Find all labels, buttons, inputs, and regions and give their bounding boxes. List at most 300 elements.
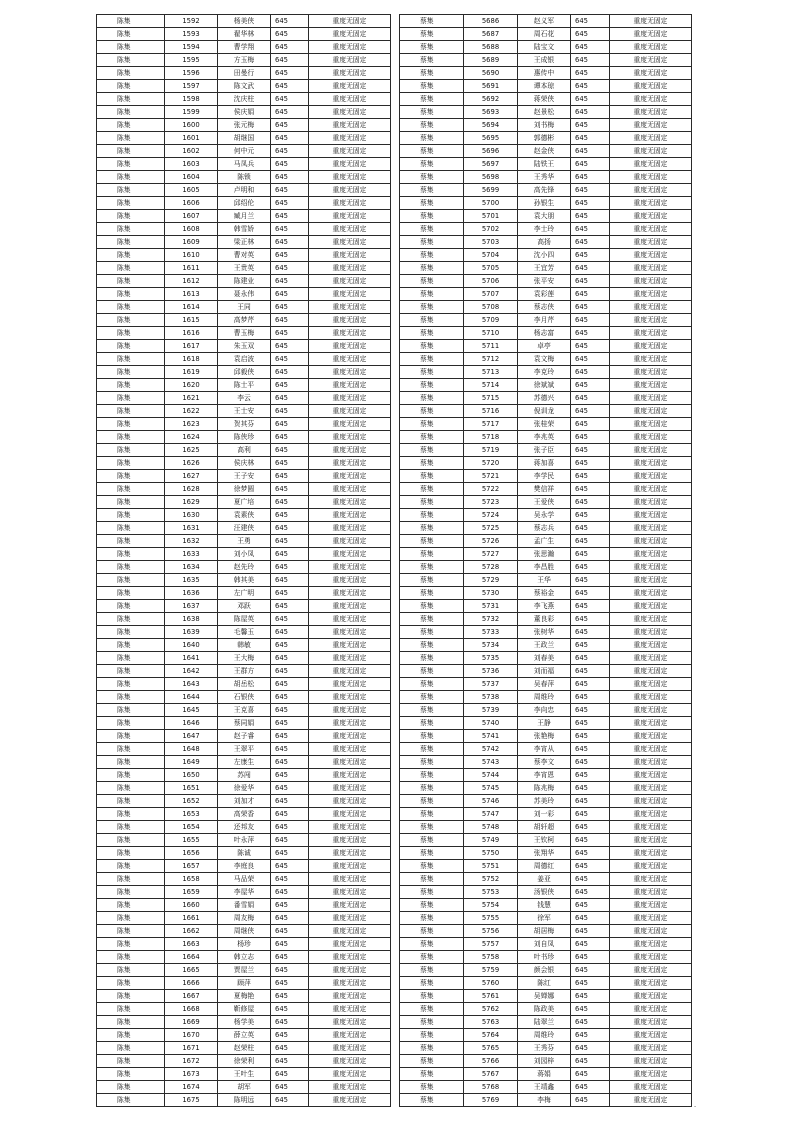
cell-name: 邱毅侠 <box>218 366 271 379</box>
cell-name: 袁启波 <box>218 353 271 366</box>
cell-amount: 645 <box>271 925 309 938</box>
cell-status: 重度无固定 <box>610 418 692 431</box>
cell-amount: 645 <box>571 639 610 652</box>
cell-name: 王爱侠 <box>518 496 571 509</box>
cell-id: 1592 <box>165 15 218 28</box>
cell-status: 重度无固定 <box>309 1042 391 1055</box>
cell-amount: 645 <box>271 249 309 262</box>
cell-id: 1601 <box>165 132 218 145</box>
cell-amount: 645 <box>271 54 309 67</box>
cell-id: 5694 <box>464 119 518 132</box>
cell-status: 重度无固定 <box>309 1016 391 1029</box>
cell-amount: 645 <box>571 756 610 769</box>
cell-id: 1643 <box>165 678 218 691</box>
cell-status: 重度无固定 <box>610 119 692 132</box>
cell-id: 5751 <box>464 860 518 873</box>
cell-id: 1619 <box>165 366 218 379</box>
table-row <box>400 171 692 184</box>
cell-status: 重度无固定 <box>610 548 692 561</box>
cell-id: 5741 <box>464 730 518 743</box>
cell-name: 徐爱华 <box>218 782 271 795</box>
cell-amount: 645 <box>571 15 610 28</box>
cell-amount: 645 <box>571 678 610 691</box>
cell-id: 5736 <box>464 665 518 678</box>
cell-id: 5753 <box>464 886 518 899</box>
cell-name: 何中元 <box>218 145 271 158</box>
cell-amount: 645 <box>271 873 309 886</box>
cell-amount: 645 <box>571 457 610 470</box>
cell-status: 重度无固定 <box>309 860 391 873</box>
cell-status: 重度无固定 <box>610 821 692 834</box>
cell-id: 1634 <box>165 561 218 574</box>
cell-town: 陈集 <box>97 665 165 678</box>
cell-id: 5754 <box>464 899 518 912</box>
table-row <box>97 834 391 847</box>
cell-id: 1645 <box>165 704 218 717</box>
cell-status: 重度无固定 <box>309 769 391 782</box>
cell-amount: 645 <box>271 93 309 106</box>
cell-amount: 645 <box>571 899 610 912</box>
cell-name: 叶永萍 <box>218 834 271 847</box>
cell-amount: 645 <box>571 80 610 93</box>
cell-town: 蔡集 <box>400 431 464 444</box>
table-row <box>400 730 692 743</box>
cell-id: 5744 <box>464 769 518 782</box>
cell-amount: 645 <box>271 1094 309 1107</box>
table-row <box>97 587 391 600</box>
cell-status: 重度无固定 <box>610 756 692 769</box>
cell-town: 陈集 <box>97 847 165 860</box>
table-row <box>400 340 692 353</box>
cell-status: 重度无固定 <box>610 964 692 977</box>
cell-town: 蔡集 <box>400 1029 464 1042</box>
cell-town: 蔡集 <box>400 210 464 223</box>
cell-id: 1670 <box>165 1029 218 1042</box>
cell-status: 重度无固定 <box>610 899 692 912</box>
cell-status: 重度无固定 <box>309 379 391 392</box>
cell-town: 陈集 <box>97 756 165 769</box>
cell-name: 王群方 <box>218 665 271 678</box>
table-row <box>97 392 391 405</box>
cell-status: 重度无固定 <box>610 808 692 821</box>
cell-name: 李庭良 <box>218 860 271 873</box>
cell-id: 5729 <box>464 574 518 587</box>
cell-status: 重度无固定 <box>610 483 692 496</box>
cell-name: 周维玲 <box>518 1029 571 1042</box>
cell-status: 重度无固定 <box>309 327 391 340</box>
cell-status: 重度无固定 <box>309 1055 391 1068</box>
cell-amount: 645 <box>571 1042 610 1055</box>
cell-town: 蔡集 <box>400 626 464 639</box>
cell-name: 张元梅 <box>218 119 271 132</box>
cell-status: 重度无固定 <box>309 652 391 665</box>
table-row <box>97 509 391 522</box>
cell-name: 袁素侠 <box>218 509 271 522</box>
cell-name: 李月芹 <box>518 314 571 327</box>
cell-town: 陈集 <box>97 522 165 535</box>
cell-id: 1598 <box>165 93 218 106</box>
cell-town: 陈集 <box>97 67 165 80</box>
cell-status: 重度无固定 <box>610 834 692 847</box>
cell-id: 1626 <box>165 457 218 470</box>
cell-id: 5752 <box>464 873 518 886</box>
cell-town: 陈集 <box>97 353 165 366</box>
cell-id: 5692 <box>464 93 518 106</box>
cell-name: 袁大朋 <box>518 210 571 223</box>
table-row <box>400 548 692 561</box>
cell-id: 5700 <box>464 197 518 210</box>
cell-amount: 645 <box>571 730 610 743</box>
cell-id: 1599 <box>165 106 218 119</box>
cell-name: 陈士平 <box>218 379 271 392</box>
table-row <box>97 171 391 184</box>
cell-id: 5739 <box>464 704 518 717</box>
cell-id: 1613 <box>165 288 218 301</box>
cell-status: 重度无固定 <box>309 80 391 93</box>
table-row <box>97 145 391 158</box>
cell-amount: 645 <box>571 145 610 158</box>
cell-town: 蔡集 <box>400 379 464 392</box>
cell-town: 陈集 <box>97 1029 165 1042</box>
cell-town: 陈集 <box>97 184 165 197</box>
table-row <box>400 743 692 756</box>
cell-id: 1674 <box>165 1081 218 1094</box>
table-row <box>97 483 391 496</box>
cell-name: 刘春美 <box>518 652 571 665</box>
cell-amount: 645 <box>571 873 610 886</box>
table-row <box>400 405 692 418</box>
cell-id: 5687 <box>464 28 518 41</box>
table-row <box>97 691 391 704</box>
cell-name: 王子安 <box>218 470 271 483</box>
table-row <box>97 626 391 639</box>
cell-name: 王华 <box>518 574 571 587</box>
cell-id: 5723 <box>464 496 518 509</box>
cell-name: 孙银生 <box>518 197 571 210</box>
table-row <box>400 717 692 730</box>
cell-town: 陈集 <box>97 639 165 652</box>
table-row <box>97 925 391 938</box>
cell-amount: 645 <box>571 184 610 197</box>
table-row <box>97 1094 391 1107</box>
cell-id: 5703 <box>464 236 518 249</box>
table-row <box>400 795 692 808</box>
cell-status: 重度无固定 <box>309 561 391 574</box>
cell-status: 重度无固定 <box>610 54 692 67</box>
cell-status: 重度无固定 <box>610 860 692 873</box>
cell-amount: 645 <box>271 886 309 899</box>
cell-town: 蔡集 <box>400 145 464 158</box>
cell-status: 重度无固定 <box>309 509 391 522</box>
cell-status: 重度无固定 <box>309 392 391 405</box>
cell-id: 1669 <box>165 1016 218 1029</box>
cell-name: 马品荣 <box>218 873 271 886</box>
cell-amount: 645 <box>271 392 309 405</box>
cell-name: 王成银 <box>518 54 571 67</box>
table-row <box>400 145 692 158</box>
cell-id: 5708 <box>464 301 518 314</box>
cell-name: 番雪娟 <box>218 899 271 912</box>
cell-town: 陈集 <box>97 977 165 990</box>
cell-name: 聂永伟 <box>218 288 271 301</box>
cell-name: 苏德兴 <box>518 392 571 405</box>
table-row <box>97 431 391 444</box>
cell-id: 1657 <box>165 860 218 873</box>
cell-town: 蔡集 <box>400 132 464 145</box>
table-row <box>97 860 391 873</box>
cell-amount: 645 <box>571 327 610 340</box>
table-row <box>97 574 391 587</box>
table-row <box>400 912 692 925</box>
cell-amount: 645 <box>271 535 309 548</box>
cell-status: 重度无固定 <box>610 561 692 574</box>
cell-town: 蔡集 <box>400 704 464 717</box>
cell-amount: 645 <box>271 145 309 158</box>
cell-amount: 645 <box>271 158 309 171</box>
cell-amount: 645 <box>271 496 309 509</box>
cell-town: 蔡集 <box>400 236 464 249</box>
cell-status: 重度无固定 <box>610 691 692 704</box>
table-row <box>97 210 391 223</box>
cell-id: 1633 <box>165 548 218 561</box>
cell-status: 重度无固定 <box>610 379 692 392</box>
cell-town: 陈集 <box>97 717 165 730</box>
table-row <box>400 15 692 28</box>
cell-status: 重度无固定 <box>309 808 391 821</box>
cell-status: 重度无固定 <box>309 613 391 626</box>
cell-amount: 645 <box>271 1055 309 1068</box>
table-row <box>400 821 692 834</box>
table-row <box>400 990 692 1003</box>
cell-id: 5693 <box>464 106 518 119</box>
cell-town: 蔡集 <box>400 262 464 275</box>
cell-id: 1595 <box>165 54 218 67</box>
cell-id: 5732 <box>464 613 518 626</box>
cell-status: 重度无固定 <box>610 80 692 93</box>
cell-id: 1629 <box>165 496 218 509</box>
cell-status: 重度无固定 <box>309 444 391 457</box>
cell-amount: 645 <box>571 600 610 613</box>
cell-id: 5717 <box>464 418 518 431</box>
cell-amount: 645 <box>571 886 610 899</box>
cell-status: 重度无固定 <box>309 288 391 301</box>
cell-name: 王贵英 <box>218 262 271 275</box>
cell-id: 1607 <box>165 210 218 223</box>
table-row <box>400 522 692 535</box>
cell-status: 重度无固定 <box>309 236 391 249</box>
cell-amount: 645 <box>571 262 610 275</box>
cell-town: 陈集 <box>97 821 165 834</box>
cell-amount: 645 <box>571 314 610 327</box>
cell-town: 蔡集 <box>400 899 464 912</box>
cell-town: 陈集 <box>97 275 165 288</box>
cell-amount: 645 <box>271 28 309 41</box>
cell-amount: 645 <box>571 353 610 366</box>
cell-amount: 645 <box>571 171 610 184</box>
table-row <box>400 886 692 899</box>
cell-status: 重度无固定 <box>309 275 391 288</box>
cell-id: 1649 <box>165 756 218 769</box>
cell-id: 5764 <box>464 1029 518 1042</box>
cell-id: 1650 <box>165 769 218 782</box>
cell-status: 重度无固定 <box>309 665 391 678</box>
cell-town: 蔡集 <box>400 860 464 873</box>
cell-amount: 645 <box>271 1003 309 1016</box>
cell-name: 王克喜 <box>218 704 271 717</box>
cell-id: 5718 <box>464 431 518 444</box>
table-row <box>97 15 391 28</box>
cell-name: 沈小四 <box>518 249 571 262</box>
cell-name: 蔡李文 <box>518 756 571 769</box>
cell-town: 蔡集 <box>400 470 464 483</box>
cell-id: 1617 <box>165 340 218 353</box>
cell-status: 重度无固定 <box>309 483 391 496</box>
table-row <box>400 977 692 990</box>
cell-status: 重度无固定 <box>309 41 391 54</box>
cell-amount: 645 <box>271 288 309 301</box>
table-row <box>400 834 692 847</box>
table-row <box>400 535 692 548</box>
cell-id: 1630 <box>165 509 218 522</box>
cell-id: 1658 <box>165 873 218 886</box>
cell-status: 重度无固定 <box>610 210 692 223</box>
cell-town: 蔡集 <box>400 808 464 821</box>
cell-amount: 645 <box>271 574 309 587</box>
cell-id: 5702 <box>464 223 518 236</box>
table-row <box>400 756 692 769</box>
cell-town: 陈集 <box>97 626 165 639</box>
cell-amount: 645 <box>271 67 309 80</box>
cell-name: 李克玲 <box>518 366 571 379</box>
cell-id: 5709 <box>464 314 518 327</box>
cell-name: 曹学翔 <box>218 41 271 54</box>
cell-name: 高梦芹 <box>218 314 271 327</box>
cell-id: 5743 <box>464 756 518 769</box>
table-row <box>400 1029 692 1042</box>
cell-name: 贾屋兰 <box>218 964 271 977</box>
cell-amount: 645 <box>571 67 610 80</box>
cell-id: 1603 <box>165 158 218 171</box>
cell-name: 惠传中 <box>518 67 571 80</box>
cell-amount: 645 <box>571 1094 610 1107</box>
cell-status: 重度无固定 <box>610 431 692 444</box>
cell-town: 蔡集 <box>400 392 464 405</box>
table-row <box>400 483 692 496</box>
cell-status: 重度无固定 <box>610 145 692 158</box>
table-row <box>97 652 391 665</box>
cell-status: 重度无固定 <box>610 41 692 54</box>
roster-table-left <box>96 14 391 1107</box>
cell-name: 王秀芬 <box>518 1042 571 1055</box>
table-row <box>97 158 391 171</box>
cell-town: 陈集 <box>97 119 165 132</box>
cell-town: 蔡集 <box>400 873 464 886</box>
cell-town: 陈集 <box>97 691 165 704</box>
cell-status: 重度无固定 <box>309 899 391 912</box>
table-row <box>400 223 692 236</box>
cell-town: 陈集 <box>97 54 165 67</box>
cell-status: 重度无固定 <box>309 262 391 275</box>
table-row <box>400 704 692 717</box>
cell-id: 1594 <box>165 41 218 54</box>
cell-id: 5686 <box>464 15 518 28</box>
cell-id: 5745 <box>464 782 518 795</box>
cell-name: 还邦友 <box>218 821 271 834</box>
cell-town: 蔡集 <box>400 1081 464 1094</box>
cell-amount: 645 <box>271 522 309 535</box>
cell-name: 侯庆林 <box>218 457 271 470</box>
cell-town: 蔡集 <box>400 886 464 899</box>
table-row <box>400 574 692 587</box>
cell-id: 1659 <box>165 886 218 899</box>
cell-amount: 645 <box>271 1042 309 1055</box>
cell-amount: 645 <box>271 990 309 1003</box>
cell-amount: 645 <box>271 977 309 990</box>
cell-id: 5769 <box>464 1094 518 1107</box>
cell-amount: 645 <box>571 977 610 990</box>
table-row <box>97 808 391 821</box>
cell-id: 5695 <box>464 132 518 145</box>
cell-status: 重度无固定 <box>610 925 692 938</box>
cell-name: 周德红 <box>518 860 571 873</box>
table-row <box>97 80 391 93</box>
cell-amount: 645 <box>571 1003 610 1016</box>
cell-town: 蔡集 <box>400 977 464 990</box>
cell-name: 李兆英 <box>518 431 571 444</box>
cell-name: 胡军 <box>218 1081 271 1094</box>
cell-town: 陈集 <box>97 470 165 483</box>
cell-id: 5720 <box>464 457 518 470</box>
cell-town: 蔡集 <box>400 730 464 743</box>
cell-amount: 645 <box>571 1016 610 1029</box>
cell-town: 蔡集 <box>400 574 464 587</box>
table-row <box>400 561 692 574</box>
table-row <box>400 1016 692 1029</box>
cell-status: 重度无固定 <box>610 457 692 470</box>
cell-amount: 645 <box>271 860 309 873</box>
cell-town: 蔡集 <box>400 678 464 691</box>
table-row <box>97 522 391 535</box>
table-row <box>97 106 391 119</box>
roster-table-body <box>400 15 692 1107</box>
cell-name: 颜会银 <box>518 964 571 977</box>
cell-status: 重度无固定 <box>309 457 391 470</box>
cell-status: 重度无固定 <box>309 470 391 483</box>
cell-status: 重度无固定 <box>309 834 391 847</box>
cell-status: 重度无固定 <box>309 197 391 210</box>
cell-amount: 645 <box>271 431 309 444</box>
cell-status: 重度无固定 <box>309 1094 391 1107</box>
cell-name: 邓跃 <box>218 600 271 613</box>
cell-status: 重度无固定 <box>610 1055 692 1068</box>
cell-town: 蔡集 <box>400 457 464 470</box>
cell-name: 王宜芳 <box>518 262 571 275</box>
cell-name: 邱绍伦 <box>218 197 271 210</box>
table-row <box>400 964 692 977</box>
cell-id: 5712 <box>464 353 518 366</box>
cell-town: 蔡集 <box>400 80 464 93</box>
cell-name: 王大梅 <box>218 652 271 665</box>
cell-name: 陆翠兰 <box>518 1016 571 1029</box>
cell-town: 陈集 <box>97 171 165 184</box>
cell-amount: 645 <box>271 912 309 925</box>
cell-id: 1637 <box>165 600 218 613</box>
cell-name: 韩其美 <box>218 574 271 587</box>
cell-id: 1618 <box>165 353 218 366</box>
cell-status: 重度无固定 <box>610 600 692 613</box>
cell-town: 陈集 <box>97 405 165 418</box>
cell-status: 重度无固定 <box>610 678 692 691</box>
